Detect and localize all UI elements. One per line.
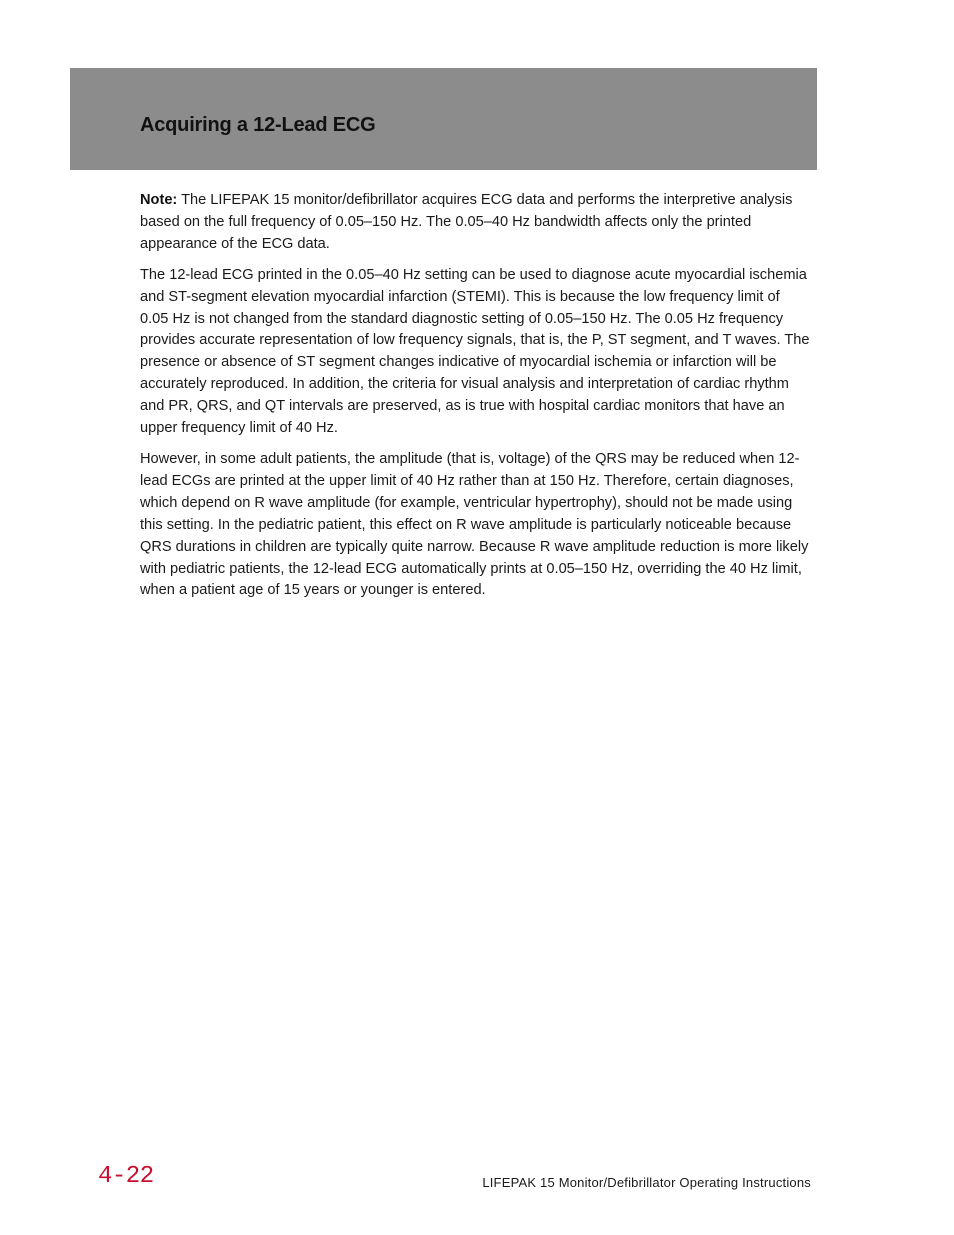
note-paragraph	[140, 190, 812, 256]
section-header-band	[70, 68, 817, 170]
section-title: Acquiring a 12-Lead ECG	[140, 114, 376, 136]
note-label: Note:	[140, 192, 178, 208]
body-content	[140, 190, 812, 611]
body-paragraph: However, in some adult patients, the amplitude (that is, voltage) of the QRS may be reduced when 12-lead ECGs are printed at the upper limit of 40 Hz rather than at 150 Hz. Therefore, certain diagnoses, which depend on R wave amplitude (for example, ventricular hypertrophy), should not be made using this setting. In the pediatric patient, this effect on R wave amplitude is particularly noticeable because QRS durations in children are typically quite narrow. Because R wave amplitude reduction is more likely with pediatric patients, the 12-lead ECG automatically prints at 0.05–150 Hz, overriding the 40 Hz limit, when a patient age of 15 years or younger is entered.	[140, 450, 809, 599]
note-text: The LIFEPAK 15 monitor/defibrillator acquires ECG data and performs the interpretive analysis based on the full frequency of 0.05–150 Hz. The 0.05–40 Hz bandwidth affects only the printed appearance of the ECG data.	[140, 192, 793, 252]
footer-document-title: LIFEPAK 15 Monitor/Defibrillator Operating Instructions	[482, 1175, 811, 1190]
page-number: 4-22	[98, 1163, 154, 1190]
body-paragraph: The 12-lead ECG printed in the 0.05–40 Hz setting can be used to diagnose acute myocardial ischemia and ST-segment elevation myocardial infarction (STEMI). This is because the low frequency limit of 0.05 Hz is not changed from the standard diagnostic setting of 0.05–150 Hz. The 0.05 Hz frequency provides accurate representation of low frequency signals, that is, the P, ST segment, and T waves. The presence or absence of ST segment changes indicative of myocardial ischemia or infarction will be accurately reproduced. In addition, the criteria for visual analysis and interpretation of cardiac rhythm and PR, QRS, and QT intervals are preserved, as is true with hospital cardiac monitors that have an upper frequency limit of 40 Hz.	[140, 266, 810, 437]
